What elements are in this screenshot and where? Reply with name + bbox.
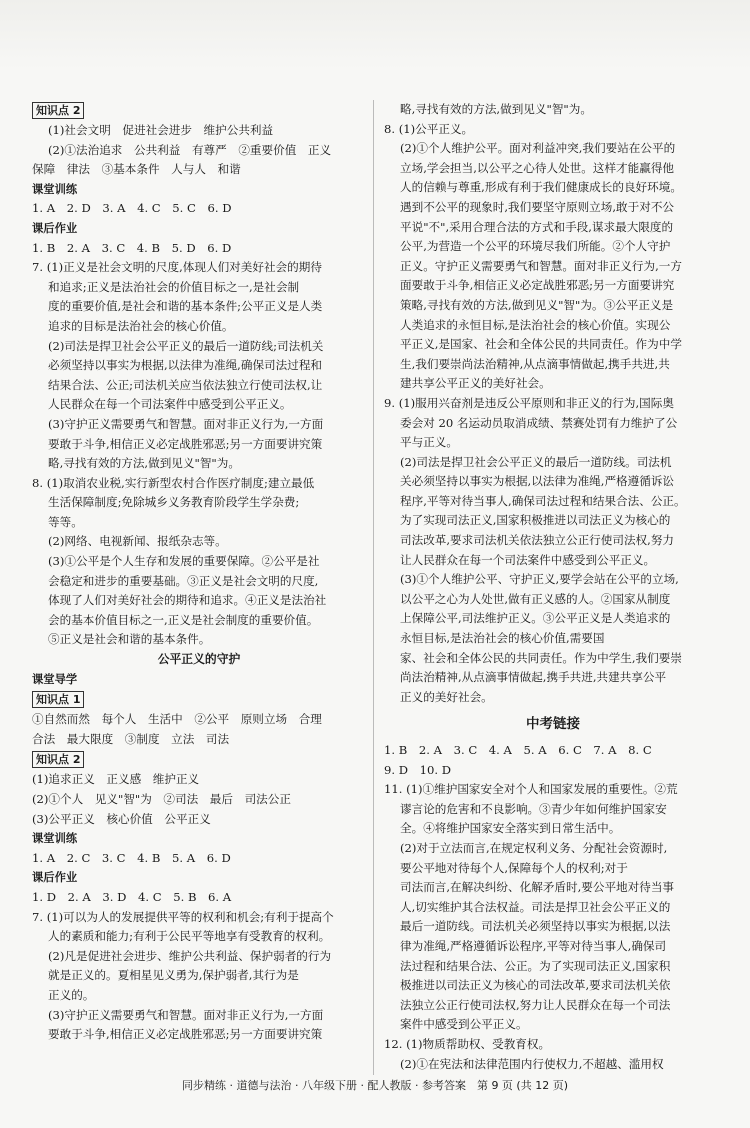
knowledge-point-label: 知识点 2 [32, 751, 84, 768]
answer-line: 律为准绳,严格遵循诉讼程序,平等对待当事人,确保司 [400, 938, 667, 953]
answer-line: 策略,寻找有效的方法,做到见义"智"为。③公平正义是 [400, 297, 674, 312]
answer-line: 11. (1)①维护国家安全对个人和国家发展的重要性。②荒 [384, 782, 678, 797]
answer-line: 关必须坚持以事实为根据,以法律为准绳,严格遵循诉讼 [400, 474, 675, 489]
answer-line: 和追求;正义是法治社会的价值目标之一,是社会制 [48, 279, 300, 294]
answer-line: 1. A 2. D 3. A 4. C 5. C 6. D [32, 201, 232, 216]
answer-line: 谬言论的危害和不良影响。③青少年如何维护国家安 [400, 801, 667, 816]
answer-line: 司法而言,在解决纠纷、化解矛盾时,要公平地对待当事 [400, 880, 675, 895]
answer-line: (2)司法是捍卫社会公平正义的最后一道防线;司法机关 [48, 338, 324, 353]
knowledge-point-row [32, 749, 366, 770]
answer-line: (3)守护正义需要勇气和智慧。面对非正义行为,一方面 [48, 1007, 324, 1022]
answer-line: 人民群众在每一个司法案件中感受到公平正义。 [48, 397, 292, 412]
left-column [32, 100, 366, 1045]
answer-line: 略,寻找有效的方法,做到见义"智"为。 [400, 102, 592, 116]
answer-line: 平与正义。 [400, 435, 458, 450]
answer-line: 面要敢于斗争,相信正义必定战胜邪恶;另一方面要讲究 [400, 278, 675, 293]
section-heading: 课堂导学 [32, 672, 78, 686]
section-heading: 课后作业 [32, 221, 78, 235]
answer-line: (2)①个人维护公平。面对利益冲突,我们要站在公平的 [400, 141, 676, 156]
answer-line: 平说"不",采用合理合法的方式和手段,谋求最大限度的 [400, 219, 674, 234]
answer-line: 家、社会和全体公民的共同责任。作为中学生,我们要崇 [400, 650, 682, 665]
answer-line: 遇到不公平的现象时,我们要坚守原则立场,敢于对不公 [400, 199, 675, 214]
answer-line: 正义的美好社会。 [400, 689, 493, 704]
answer-line: 要公平地对待每个人,保障每个人的权利;对于 [400, 860, 628, 875]
answer-line: 1. A 2. C 3. C 4. B 5. A 6. D [32, 850, 231, 865]
answer-line: 合法 最大限度 ③制度 立法 司法 [32, 731, 230, 746]
answer-line: (2)①法治追求 公共利益 有尊严 ②重要价值 正义 [48, 142, 332, 157]
answer-line: 1. B 2. A 3. C 4. B 5. D 6. D [32, 240, 232, 255]
answer-line: 等等。 [48, 514, 83, 529]
answer-line: 全。④将维护国家安全落实到日常生活中。 [400, 821, 621, 836]
answer-line: (2)对于立法而言,在规定权利义务、分配社会资源时, [400, 840, 668, 855]
knowledge-point-label: 知识点 1 [32, 691, 84, 708]
answer-line: 平正义,是国家、社会和全体公民的共同责任。作为中学 [400, 337, 682, 352]
answer-line: (2)凡是促进社会进步、维护公共利益、保护弱者的行为 [48, 948, 332, 963]
answer-line: 正义。守护正义需要勇气和智慧。面对非正义行为,一方 [400, 258, 682, 273]
answer-line: 8. (1)取消农业税,实行新型农村合作医疗制度;建立最低 [32, 475, 315, 490]
answer-line: 为了实现司法正义,国家积极推进以司法正义为核心的 [400, 513, 671, 528]
answer-line: 必须坚持以事实为根据,以法律为准绳,确保司法过程和 [48, 358, 323, 373]
answer-line: 永恒目标,是法治社会的核心价值,需要国 [400, 631, 605, 646]
answer-line: 7. (1)可以为人的发展提供平等的权利和机会;有利于提高个 [32, 909, 334, 924]
answer-line: 案件中感受到公平正义。 [400, 1017, 528, 1032]
answer-line: 以公平之心为人处世,做有正义感的人。②国家从制度 [400, 591, 671, 606]
section-heading: 课后作业 [32, 871, 78, 885]
answer-line: 结果合法、公正;司法机关应当依法独立行使司法权,让 [48, 377, 323, 392]
answer-line: 立场,学会担当,以公平之心待人处世。这样才能赢得他 [400, 160, 675, 175]
answer-line: 让人民群众在每一个司法案件中感受到公平正义。 [400, 552, 656, 567]
answer-line: 法过程和结果合法、公正。为了实现司法正义,国家积 [400, 958, 671, 973]
answer-line: 9. D 10. D [384, 762, 452, 777]
answer-line: 尚法治精神,从点滴事情做起,携手共进,共建共享公平 [400, 670, 667, 685]
answer-line: 8. (1)公平正义。 [384, 121, 474, 136]
answer-line: (2)①个人 见义"智"为 ②司法 最后 司法公正 [32, 792, 291, 806]
right-column [384, 100, 722, 1074]
knowledge-point-row [32, 100, 366, 121]
answer-line: (1)追求正义 正义感 维护正义 [32, 772, 200, 787]
answer-line: 委会对 20 名运动员取消成绩、禁赛处罚有力维护了公 [400, 415, 678, 430]
answer-line: 人的素质和能力;有利于公民平等地享有受教育的权利。 [48, 929, 331, 944]
answer-line: 12. (1)物质帮助权、受教育权。 [384, 1036, 551, 1051]
answer-line: 追求的目标是法治社会的核心价值。 [48, 318, 234, 333]
answer-line: 人的信赖与尊重,形成有利于我们健康成长的良好环境。 [400, 180, 682, 195]
answer-line: 司法改革,要求司法机关依法独立公正行使司法权,努力 [400, 533, 675, 548]
knowledge-point-row [32, 689, 366, 710]
answer-line: 体现了人们对美好社会的期待和追求。④正义是法治社 [48, 593, 327, 608]
answer-line: (3)①公平是个人生存和发展的重要保障。②公平是社 [48, 554, 320, 569]
answer-line: ①自然而然 每个人 生活中 ②公平 原则立场 合理 [32, 712, 322, 727]
answer-line: ⑤正义是社会和谐的基本条件。 [48, 632, 211, 647]
answer-line: 人,切实维护其合法权益。司法是捍卫社会公平正义的 [400, 899, 671, 914]
answer-line: 生活保障制度;免除城乡义务教育阶段学生学杂费; [48, 495, 300, 510]
answer-line: 正义的。 [48, 987, 95, 1002]
answer-line: 1. D 2. A 3. D 4. C 5. B 6. A [32, 889, 232, 904]
answer-line: 公平,为营造一个公平的环境尽我们所能。②个人守护 [400, 239, 671, 254]
answer-line: (2)①在宪法和法律范围内行使权力,不超越、滥用权 [400, 1056, 664, 1071]
lesson-title: 公平正义的守护 [157, 652, 241, 667]
answer-line: 要敢于斗争,相信正义必定战胜邪恶;另一方面要讲究策 [48, 1027, 323, 1042]
answer-line: (1)社会文明 促进社会进步 维护公共利益 [48, 123, 274, 137]
answer-line: 度的重要价值,是社会和谐的基本条件;公平正义是人类 [48, 299, 323, 314]
answer-line: (3)①个人维护公平、守护正义,要学会站在公平的立场, [400, 572, 679, 587]
top-margin [0, 0, 750, 70]
answer-line: 法独立公正行使司法权,努力让人民群众在每一个司法 [400, 997, 671, 1012]
answer-line: (3)守护正义需要勇气和智慧。面对非正义行为,一方面 [48, 416, 324, 431]
section-title: 中考链接 [526, 716, 580, 733]
answer-line: 生,我们要崇尚法治精神,从点滴事情做起,携手共进,共 [400, 356, 670, 371]
answer-line: 上保障公平,司法维护正义。③公平正义是人类追求的 [400, 611, 671, 626]
answer-line: (3)公平正义 核心价值 公平正义 [32, 811, 211, 826]
answer-line: 建共享公平正义的美好社会。 [400, 376, 551, 391]
answer-line: 会稳定和进步的重要基础。③正义是社会文明的尺度, [48, 573, 319, 588]
answer-line: 要敢于斗争,相信正义必定战胜邪恶;另一方面要讲究策 [48, 436, 323, 451]
answer-line: 略,寻找有效的方法,做到见义"智"为。 [48, 456, 240, 471]
section-heading: 课堂训练 [32, 832, 78, 846]
answer-line: 保障 律法 ③基本条件 人与人 和谐 [32, 162, 241, 177]
answer-line: 9. (1)服用兴奋剂是违反公平原则和非正义的行为,国际奥 [384, 395, 674, 410]
answer-line: 就是正义的。夏相星见义勇为,保护弱者,其行为是 [48, 968, 299, 983]
answer-line: 极推进以司法正义为核心的司法改革,要求司法机关依 [400, 978, 671, 993]
answer-line: 程序,平等对待当事人,确保司法过程和结果合法、公正。 [400, 493, 686, 508]
answer-line: 会的基本价值目标之一,正义是社会制度的重要价值。 [48, 612, 319, 627]
answer-line: 人类追求的永恒目标,是法治社会的核心价值。实现公 [400, 317, 671, 332]
answer-line: (2)司法是捍卫社会公平正义的最后一道防线。司法机 [400, 454, 672, 469]
column-divider [373, 100, 374, 1075]
knowledge-point-label: 知识点 2 [32, 102, 84, 119]
answer-line: (2)网络、电视新闻、报纸杂志等。 [48, 534, 227, 549]
answer-line: 1. B 2. A 3. C 4. A 5. A 6. C 7. A 8. C [384, 743, 652, 757]
section-heading: 课堂训练 [32, 182, 78, 196]
page-footer: 同步精练 · 道德与法治 · 八年级下册 · 配人教版 · 参考答案 第 9 页 (共 12 页) [181, 1079, 569, 1092]
answer-line: 最后一道防线。司法机关必须坚持以事实为根据,以法 [400, 919, 671, 934]
answer-line: 7. (1)正义是社会文明的尺度,体现人们对美好社会的期待 [32, 260, 322, 275]
